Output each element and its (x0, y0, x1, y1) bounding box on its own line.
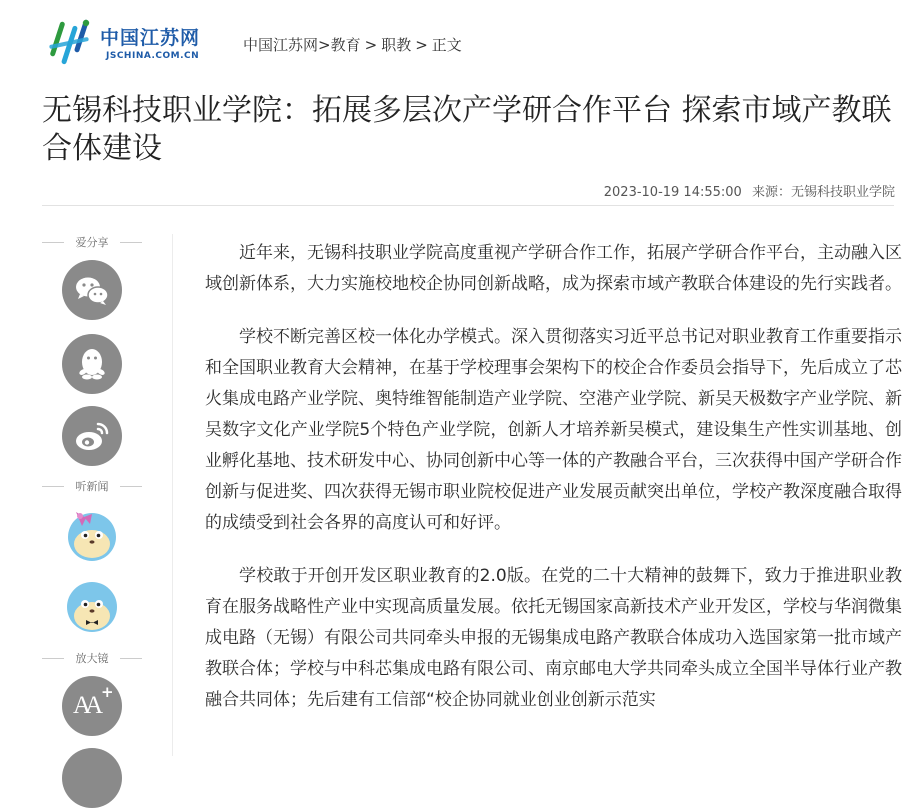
logo-text-cn: 中国江苏网 (100, 27, 201, 49)
logo-text-en: JSCHINA.COM.CN (106, 51, 200, 61)
article-source-label: 来源： (751, 185, 791, 200)
article-title: 无锡科技职业学院：拓展多层次产学研合作平台 探索市域产教联合体建设 (42, 93, 892, 166)
breadcrumb-vocational[interactable]: 职教 (381, 36, 412, 54)
article-body (205, 238, 902, 738)
wechat-share-button[interactable] (62, 260, 122, 320)
zoom-label: 放大镜 (42, 650, 142, 666)
title-divider (42, 205, 894, 206)
article-paragraph: 近年来，无锡科技职业学院高度重视产学研合作工作，拓展产学研合作平台，主动融入区域创新体系，大力实施校地校企协同创新战略，成为探索市域产教联合体建设的先行实践者。 (205, 243, 902, 294)
breadcrumb-separator: > (364, 36, 378, 54)
font-size-icon: AA (73, 692, 98, 719)
article-paragraph: 学校不断完善区校一体化办学模式。深入贯彻落实习近平总书记对职业教育工作重要指示和全国职业教育大会精神，在基于学校理事会架构下的校企合作委员会指导下，先后成立了芯火集成电路产业学院、奥特维智能制造产业学院、空港产业学院、新吴天极数字产业学院、新吴数字文化产业学院5个特色产业学院，创新人才培养新吴模式，建设集生产性实训基地、创业孵化基地、技术研发中心、协同创新中心等一体的产教融合平台，三次获得中国产学研合作创新与促进奖、四次获得无锡市职业院校促进产业发展贡献突出单位，学校产教深度融合取得的成绩受到社会各界的高度认可和好评。 (205, 327, 902, 533)
weibo-share-button[interactable] (62, 406, 122, 466)
breadcrumb (243, 34, 462, 55)
breadcrumb-separator: > (415, 36, 428, 54)
listen-male-voice-button[interactable] (62, 576, 122, 636)
article-paragraph: 学校敢于开创开发区职业教育的2.0版。在党的二十大精神的鼓舞下，致力于推进职业教育在服务战略性产业中实现高质量发展。依托无锡国家高新技术产业开发区，学校与华润微集成电路（无锡）有限公司共同牵头申报的无锡集成电路产教联合体成功入选国家第一批市域产教联合体；学校与中科芯集成电路有限公司、南京邮电大学共同牵头成立全国半导体行业产教融合共同体；先后建有工信部“校企协同就业创业创新示范实 (205, 566, 902, 710)
article-meta (604, 181, 895, 200)
share-label: 爱分享 (42, 234, 142, 250)
article-datetime: 2023-10-19 14:55:00 (603, 185, 742, 200)
weibo-icon (62, 406, 122, 466)
breadcrumb-education[interactable]: 教育 (330, 36, 361, 54)
article-source: 无锡科技职业学院 (790, 185, 895, 200)
plus-icon: + (101, 683, 114, 701)
listen-female-voice-button[interactable] (62, 504, 122, 564)
breadcrumb-home[interactable]: 中国江苏网 (243, 36, 319, 54)
listen-label: 听新闻 (42, 478, 142, 494)
mascot-girl-icon (62, 504, 122, 564)
qq-penguin-icon (62, 334, 122, 394)
breadcrumb-separator: > (318, 36, 331, 54)
font-zoom-button[interactable] (62, 676, 122, 736)
breadcrumb-current: 正文 (431, 36, 462, 54)
wechat-icon (62, 260, 122, 320)
sidebar-divider (172, 234, 173, 756)
mascot-boy-icon (62, 576, 122, 636)
extra-tool-button[interactable] (62, 748, 122, 808)
qq-share-button[interactable] (62, 334, 122, 394)
logo-mark-icon (46, 17, 98, 71)
site-logo[interactable] (46, 17, 216, 71)
